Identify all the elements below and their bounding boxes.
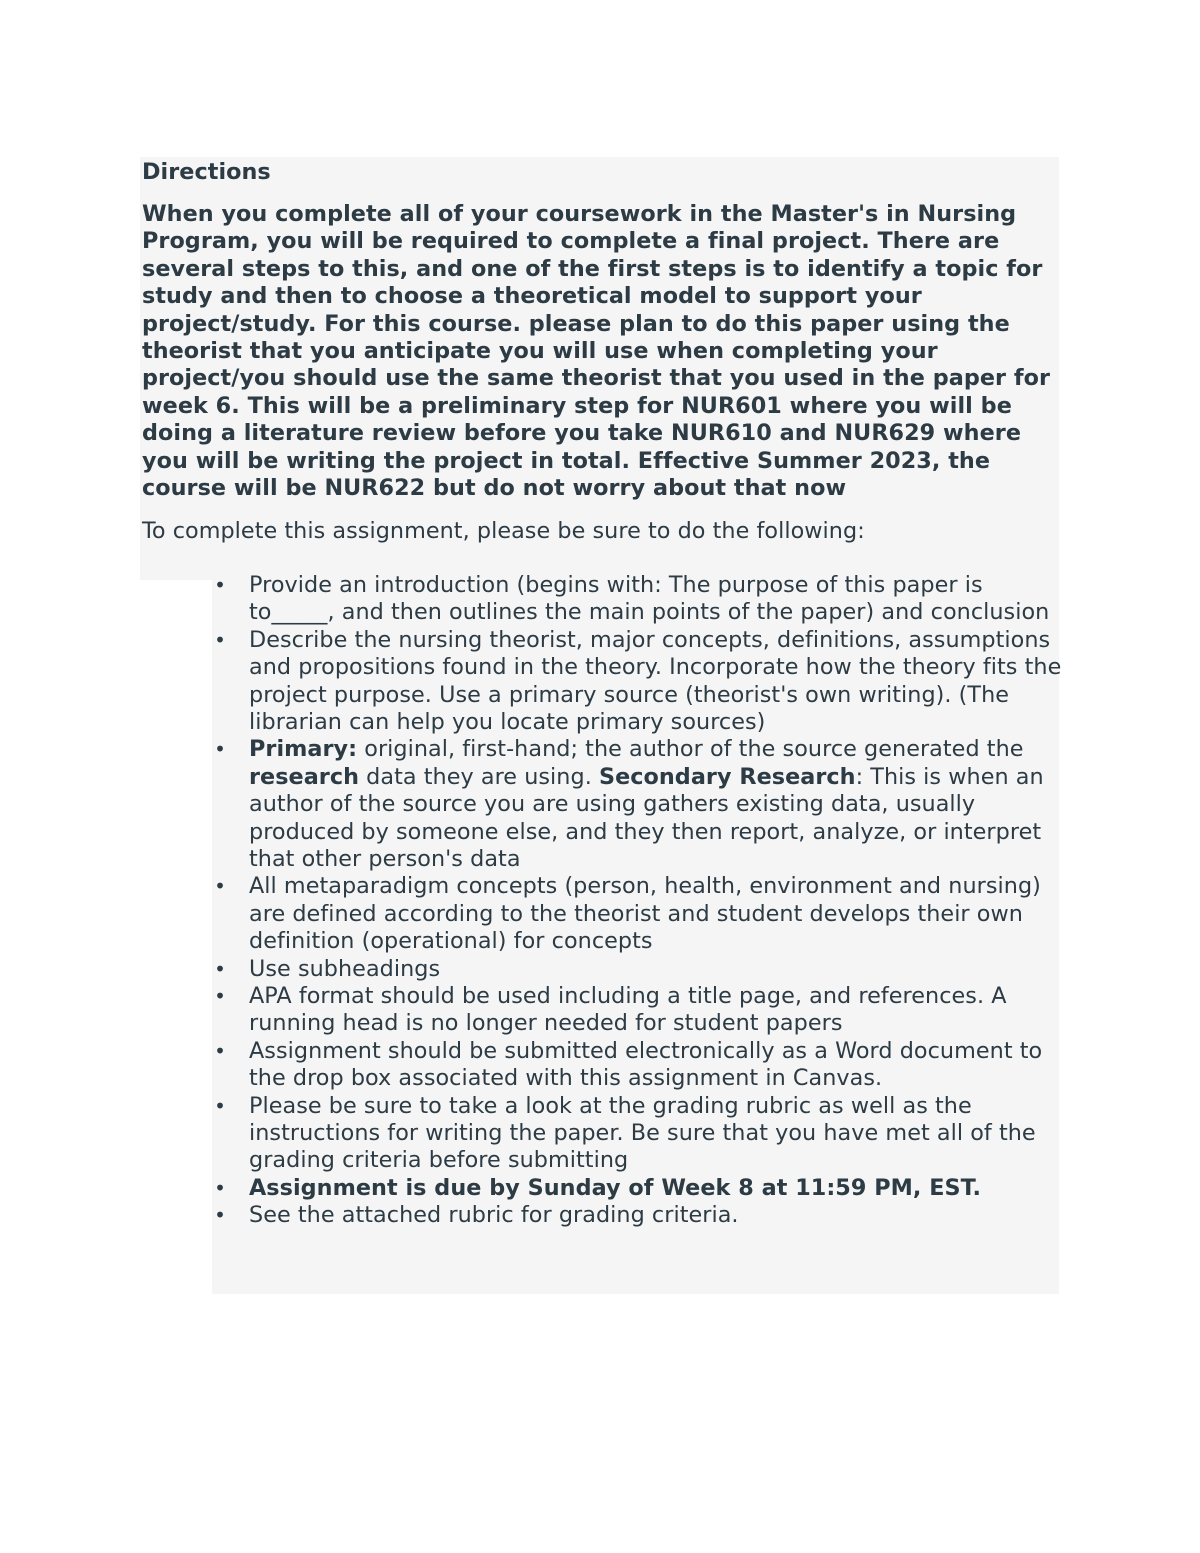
item-due-date: Assignment is due by Sunday of Week 8 at 11:59 PM, EST.: [249, 1174, 981, 1201]
list-item: [214, 1202, 1062, 1229]
list-item: [214, 736, 1062, 873]
bullet-icon: •: [214, 1203, 226, 1228]
list-item: [214, 571, 1062, 627]
directions-heading: Directions: [142, 159, 271, 185]
bullet-icon: •: [214, 983, 226, 1008]
bullet-icon: •: [214, 1093, 226, 1118]
requirements-list: [142, 572, 1062, 1230]
item-rubric-check: Please be sure to take a look at the grading rubric as well as the instructions for writing the paper. Be sure that you have met all of the grading criteria before submitting: [249, 1092, 1036, 1174]
list-item: [214, 982, 1062, 1038]
item-attached-rubric: See the attached rubric for grading criteria.: [249, 1202, 739, 1229]
list-item: [214, 1092, 1062, 1175]
primary-text-3: : This is when an author of the source you are using gathers existing data, usually produced by someone else, and they then report, analyze, or interpret that other person's data: [249, 763, 1044, 872]
bullet-icon: •: [214, 874, 226, 899]
bullet-icon: •: [214, 627, 226, 652]
list-item: [214, 1174, 1062, 1202]
bullet-icon: •: [214, 956, 226, 981]
list-item: [214, 626, 1062, 737]
bullet-icon: •: [214, 737, 226, 762]
lead-paragraph: To complete this assignment, please be sure to do the following:: [142, 518, 865, 545]
primary-text-2: data they are using.: [359, 763, 599, 790]
item-submission: Assignment should be submitted electronically as a Word document to the drop box associated with this assignment in Canvas.: [249, 1037, 1043, 1092]
item-metaparadigm: All metaparadigm concepts (person, health, environment and nursing) are defined according to the theorist and student develops their own definition (operational) for concepts: [249, 873, 1041, 955]
primary-text-1: original, first-hand; the author of the source generated the: [357, 736, 1024, 763]
item-theorist: Describe the nursing theorist, major concepts, definitions, assumptions and propositions found in the theory. Incorporate how the theory fits the project purpose. Use a primary source (theorist's own writing). (The librarian can help you locate primary sources): [249, 626, 1062, 735]
bullet-icon: •: [214, 1038, 226, 1063]
list-item: [214, 873, 1062, 955]
list-item: [214, 955, 1062, 983]
item-subheadings: Use subheadings: [249, 955, 441, 982]
list-item: [214, 1037, 1062, 1093]
item-apa: APA format should be used including a title page, and references. A running head is no longer needed for student papers: [249, 982, 1007, 1037]
bullet-icon: •: [214, 1175, 226, 1200]
item-introduction: Provide an introduction (begins with: The purpose of this paper is to_____, and then outlines the main points of the paper) and conclusion: [249, 571, 1050, 626]
research-label: research: [249, 763, 360, 790]
primary-label: Primary:: [249, 736, 358, 763]
intro-paragraph: When you complete all of your coursework in the Master's in Nursing Program, you will be required to complete a final project. There are several steps to this, and one of the first steps is to identify a topic for study and then to choose a theoretical model to support your project/study. For this course. please plan to do this paper using the theorist that you anticipate you will use when completing your project/you should use the same theorist that you used in the paper for week 6. This will be a preliminary step for NUR601 where you will be doing a literature review before you take NUR610 and NUR629 where you will be writing the project in total. Effective Summer 2023, the course will be NUR622 but do not worry about that now: [142, 201, 1051, 502]
document-body: [142, 157, 1062, 1230]
secondary-research-label: Secondary Research: [598, 763, 856, 790]
bullet-icon: •: [214, 572, 226, 597]
